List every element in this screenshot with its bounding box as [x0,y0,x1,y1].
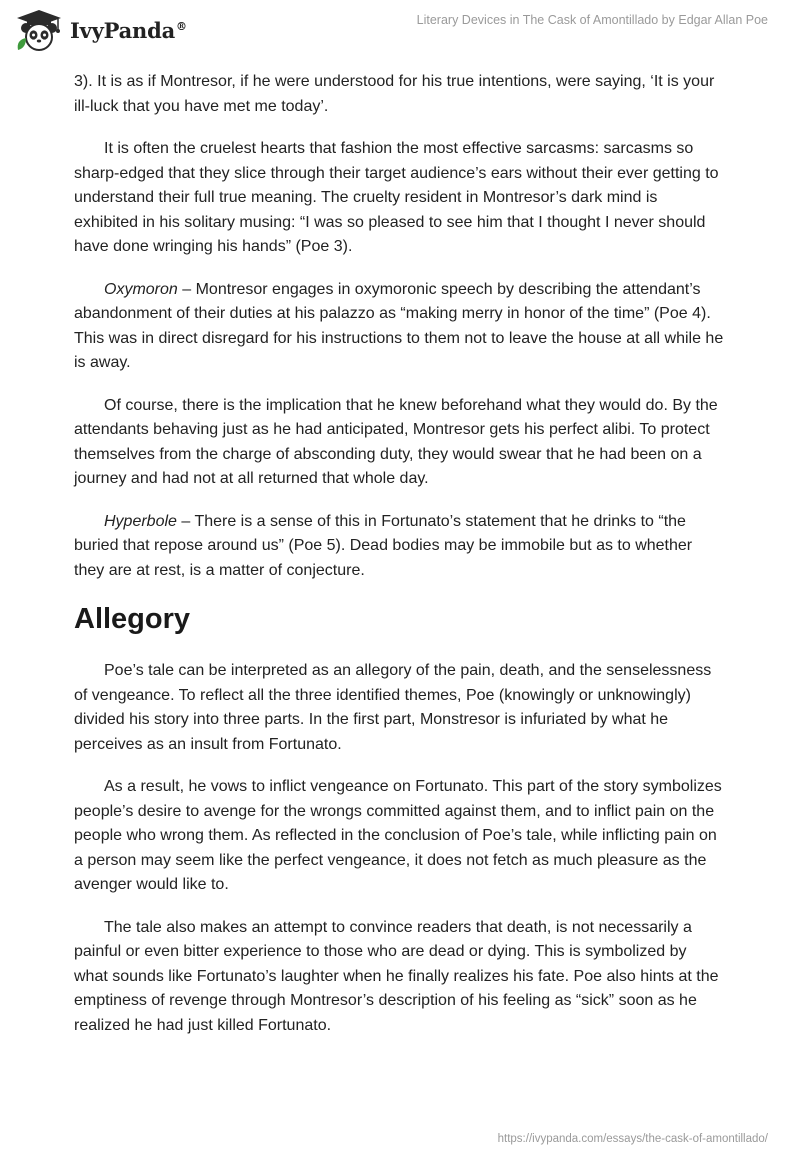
hyperbole-text: – There is a sense of this in Fortunato’s statement that he drinks to “the buried that repose around us” (Poe 5). Dead bodies may be immobile but as to whether they are at rest, is a matter of conjecture. [74,512,693,579]
brand-logo[interactable] [14,8,187,52]
panda-graduate-icon [14,8,64,52]
brand-name: IvyPanda® [70,17,187,43]
document-title: Literary Devices in The Cask of Amontillado by Edgar Allan Poe [416,13,768,27]
paragraph-alibi: Of course, there is the implication that he knew beforehand what they would do. By the attendants behaving just as he had anticipated, Montresor gets his perfect alibi. To protect themselves from the charge of absconding duty, they would swear that he had been on a journey and had not at all returned that whole day. [74,396,718,487]
source-url-link[interactable]: https://ivypanda.com/essays/the-cask-of-amontillado/ [497,1133,768,1145]
paragraph-allegory-intro: Poe’s tale can be interpreted as an allegory of the pain, death, and the senselessness of vengeance. To reflect all the three identified themes, Poe (knowingly or unknowingly) divided his story into three parts. In the first part, Monstresor is infuriated by what he perceives as an insult from Fortunato. [74,662,712,753]
paragraph-oxymoron [74,278,724,376]
paragraph-sarcasm: It is often the cruelest hearts that fashion the most effective sarcasms: sarcasms so sharp-edged that they slice through their target audience’s ears without their ever getting to understand their full true meaning. The cruelty resident in Montresor’s dark mind is exhibited in his solitary musing: “I was so pleased to see him that I thought I never should have done wringing his hands” (Poe 3). [74,140,719,255]
section-heading-allegory: Allegory [74,603,191,635]
paragraph-death: The tale also makes an attempt to convince readers that death, is not necessarily a painful or even bitter experience to those who are dead or dying. This is symbolized by what sounds like Fortunato’s laughter when he finally realizes his fate. Poe also hints at the emptiness of revenge through Montresor’s description of his feeling as “sick” soon as he realized he had just killed Fortunato. [74,918,719,1034]
registered-mark: ® [176,19,187,33]
term-hyperbole: Hyperbole [104,512,177,530]
oxymoron-text: – Montresor engages in oxymoronic speech by describing the attendant’s abandonment of their duties at his palazzo as “making merry in honor of the time” (Poe 4). This was in direct disregard for his instructions to them not to leave the house at all while he is away. [74,280,724,371]
page-header [0,0,800,60]
essay-body [74,70,724,1056]
paragraph-vengeance: As a result, he vows to inflict vengeance on Fortunato. This part of the story symbolizes people’s desire to avenge for the wrongs committed against them, and to inflict pain on the people who wrong them. As reflected in the conclusion of Poe’s tale, while inflicting pain on a person may seem like the perfect vengeance, it does not fetch as much pleasure as the avenger would like to. [74,778,722,893]
paragraph-hyperbole [74,510,724,584]
term-oxymoron: Oxymoron [104,280,178,298]
paragraph-continuation: 3). It is as if Montresor, if he were understood for his true intentions, were saying, ‘It is your ill-luck that you have met me today’. [74,73,715,115]
